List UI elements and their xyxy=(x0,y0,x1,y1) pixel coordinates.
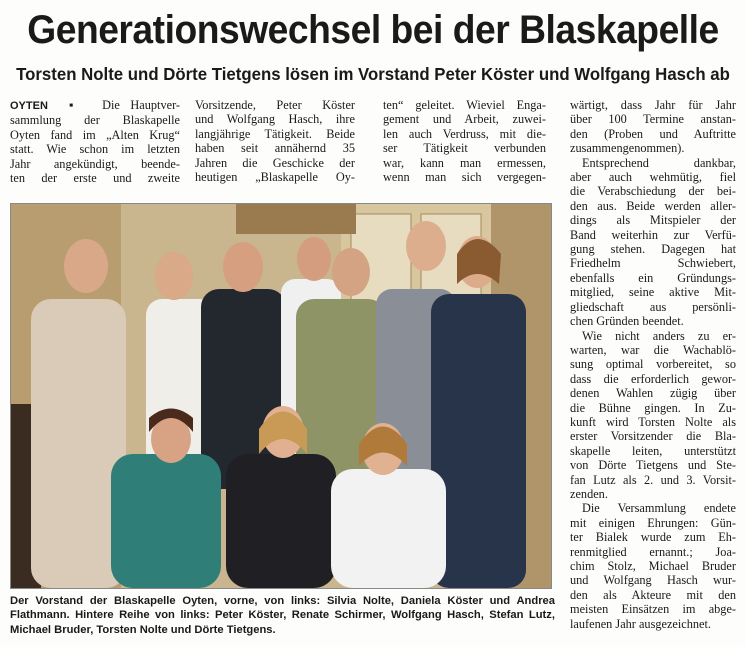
text-line: ser Tätigkeit verbunden xyxy=(383,141,546,156)
text-line: meisten Einsätzen im abge- xyxy=(570,602,736,617)
text-line: wärtigt, dass Jahr für Jahr xyxy=(570,98,736,112)
text-line: Entsprechend dankbar, xyxy=(582,155,736,170)
text-line: kunft wird Torsten Nolte als xyxy=(570,414,736,429)
text-line: ten der erste und zweite xyxy=(10,171,180,186)
caption-line: Michael Bruder, Torsten Nolte und Dörte Tietgens. xyxy=(10,623,276,636)
text-line: den als Akteure mit den xyxy=(570,587,736,602)
text-line xyxy=(10,98,180,113)
article-column-1 xyxy=(10,98,180,185)
text-line: gliedschaft aus persönli- xyxy=(570,299,736,314)
text-line: ebenfalls ein Gründungs- xyxy=(570,270,736,285)
text-line: chim Stolz, Michael Bruder xyxy=(570,559,736,573)
text-line: Friedhelm Schwiebert, xyxy=(570,256,736,271)
text-line: und Wolfgang Hasch, ihre xyxy=(195,112,355,127)
text-line: wenn man sich vergegen- xyxy=(383,170,546,185)
text-line: Jahren die Geschicke der xyxy=(195,155,355,170)
text-line: Vorsitzende, Peter Köster xyxy=(195,98,355,112)
text-line: ter Bialek wurde zum Eh- xyxy=(570,530,736,545)
text-line: gung stehen. Dagegen hat xyxy=(570,242,736,257)
text-line: Wie nicht anders zu er- xyxy=(582,328,736,343)
dateline: OYTEN xyxy=(10,100,48,112)
text-line: und Wolfgang Hasch wur- xyxy=(570,573,736,588)
text-line: ten“ geleitet. Wieviel Enga- xyxy=(383,98,546,112)
caption-line: Der Vorstand der Blaskapelle Oyten, vorne, von links: Silvia Nolte, Daniela Köster und Andrea xyxy=(10,595,555,607)
text-line: die Bühne gingen. In Zu- xyxy=(570,400,736,415)
text-line: Die Hauptver- xyxy=(102,98,181,112)
text-line: langjährige Tätigkeit. Beide xyxy=(195,126,355,141)
text-line: über 100 Termine anstan- xyxy=(570,112,736,127)
text-line: chen Gründen beendet. xyxy=(570,314,684,329)
paragraph xyxy=(570,98,736,156)
text-line: zenden. xyxy=(570,486,608,501)
headline: Generationswechsel bei der Blaskapelle xyxy=(27,8,719,52)
group-photo xyxy=(10,203,552,589)
text-line: sung optimal vorbereitet, so xyxy=(570,357,736,372)
text-line: haben seit annähernd 35 xyxy=(195,141,355,156)
text-line: sammlung der Blaskapelle xyxy=(10,113,180,128)
text-line: dings als Mitspieler der xyxy=(570,213,736,228)
paragraph xyxy=(570,329,736,502)
article-column-4 xyxy=(570,98,736,631)
text-line: den aus. Beide werden aller- xyxy=(570,198,736,213)
text-line: zusammengenommen). xyxy=(570,141,685,156)
text-line: laufenen Jahr ausgezeichnet. xyxy=(570,616,711,631)
article-column-3 xyxy=(383,98,546,184)
text-line: fan Lutz als 2. und 3. Vorsit- xyxy=(570,472,736,487)
text-line: skapelle leiten, unterstützt xyxy=(570,443,736,458)
photo-caption xyxy=(10,594,555,637)
paragraph xyxy=(570,156,736,329)
text-line: Die Versammlung endete xyxy=(582,501,736,516)
text-line: len auch Verdruss, mit die- xyxy=(383,126,546,141)
text-line: warten, war die Wachablö- xyxy=(570,342,736,357)
subheadline: Torsten Nolte und Dörte Tietgens lösen im Vorstand Peter Köster und Wolfgang Hasch ab xyxy=(16,64,730,84)
text-line: heutigen „Blaskapelle Oy- xyxy=(195,170,355,185)
text-line: mitglied, seine aktive Mit- xyxy=(570,285,736,300)
dateline-separator: ▪ xyxy=(69,98,81,112)
text-line: war, kann man ermessen, xyxy=(383,155,546,170)
text-line: Band weiterhin zur Verfü- xyxy=(570,227,736,242)
group-photo-illustration xyxy=(11,204,551,588)
text-line: von Dörte Tietgens und Ste- xyxy=(570,458,736,473)
caption-line: Flathmann. Hintere Reihe von links: Peter Köster, Renate Schirmer, Wolfgang Hasch, Stefan Lutz, xyxy=(10,609,555,622)
text-line: gement und Arbeit, zuwei- xyxy=(383,112,546,127)
text-line: Jahr angekündigt, beende- xyxy=(10,156,180,171)
paragraph xyxy=(570,501,736,631)
article-column-2 xyxy=(195,98,355,184)
text-line: die Verabschiedung der bei- xyxy=(570,184,736,199)
text-line: erster Vorsitzender die Bla- xyxy=(570,429,736,444)
text-line: renmitglied ernannt.; Joa- xyxy=(570,544,736,559)
text-line: statt. Wie schon im letzten xyxy=(10,142,180,157)
text-line: den (Proben und Auftritte xyxy=(570,126,736,141)
text-line: mit einigen Ehrungen: Gün- xyxy=(570,515,736,530)
text-line: Oyten fand im „Alten Krug“ xyxy=(10,127,180,142)
text-line: aber auch wehmütig, fiel xyxy=(570,170,736,185)
text-line: dass die erforderlich gewor- xyxy=(570,371,736,386)
text-line: denen Wahlen zügig über xyxy=(570,386,736,401)
